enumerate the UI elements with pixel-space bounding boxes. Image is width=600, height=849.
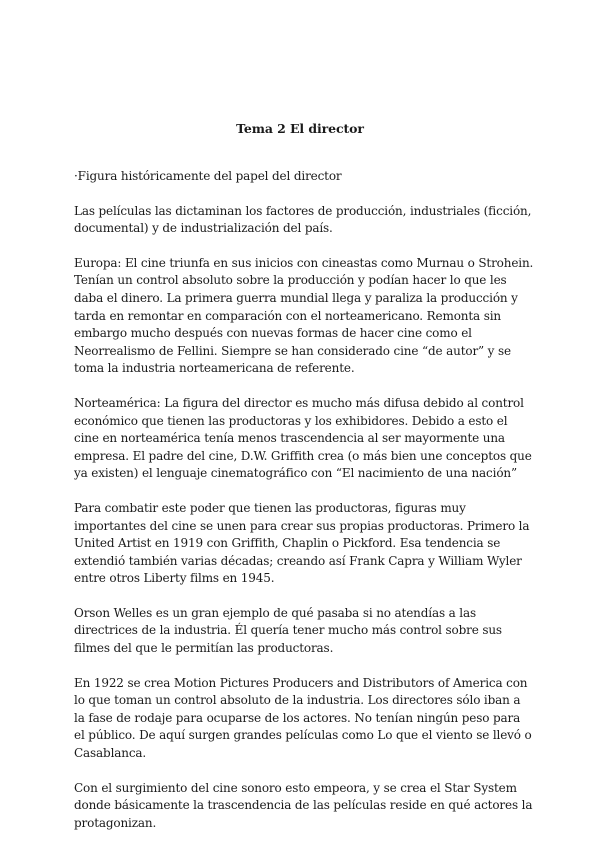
paragraph-production-factors: Las películas las dictaminan los factores de producción, industriales (ficción, documental) y de industrialización del país.: [74, 203, 532, 236]
document-body: [74, 168, 534, 849]
paragraph-producers-fight: Para combatir este poder que tienen las productoras, figuras muy importantes del cine se unen para crear sus propias productoras. Primero la United Artist en 1919 con Griffith, Chaplin o Pickford. Esa tendencia se extendió también varias décadas; creando así Frank Capra y William Wyler entre otros Liberty films en 1945.: [74, 500, 530, 586]
document-title: Tema 2 El director: [236, 121, 364, 136]
paragraph-star-system: Con el surgimiento del cine sonoro esto empeora, y se crea el Star System donde básicamente la trascendencia de las películas reside en qué actores la protagonizan.: [74, 780, 533, 830]
paragraph-orson-welles: Orson Welles es un gran ejemplo de qué pasaba si no atendías a las directrices de la industria. Él quería tener mucho más control sobre sus filmes del que le permitían las productoras.: [74, 605, 502, 656]
paragraph-europe: Europa: El cine triunfa en sus inicios con cineastas como Murnau o Strohein. Tenían un control absoluto sobre la producción y podían hacer lo que les daba el dinero. La primera guerra mundial llega y paraliza la producción y tarda en remontar en comparación con el norteamericano. Remonta sin embargo mucho después con nuevas formas de hacer cine como el Neorrealismo de Fellini. Siempre se han considerado cine “de autor” y se toma la industria norteamericana de referente.: [74, 255, 534, 376]
paragraph-north-america: Norteamérica: La figura del director es mucho más difusa debido al control económico que tienen las productoras y los exhibidores. Debido a esto el cine en norteamérica tenía menos trascendencia al ser mayormente una empresa. El padre del cine, D.W. Griffith crea (o más bien une conceptos que ya existen) el lenguaje cinematográfico con “El nacimiento de una nación”: [74, 395, 532, 481]
paragraph-intro-bullet: ·Figura históricamente del papel del director: [74, 169, 342, 183]
paragraph-mppda-1922: En 1922 se crea Motion Pictures Producers and Distributors of America con lo que toman un control absoluto de la industria. Los directores sólo iban a la fase de rodaje para ocuparse de los actores. No tenían ningún peso para el público. De aquí surgen grandes películas como Lo que el viento se llevó o Casablanca.: [74, 675, 532, 761]
